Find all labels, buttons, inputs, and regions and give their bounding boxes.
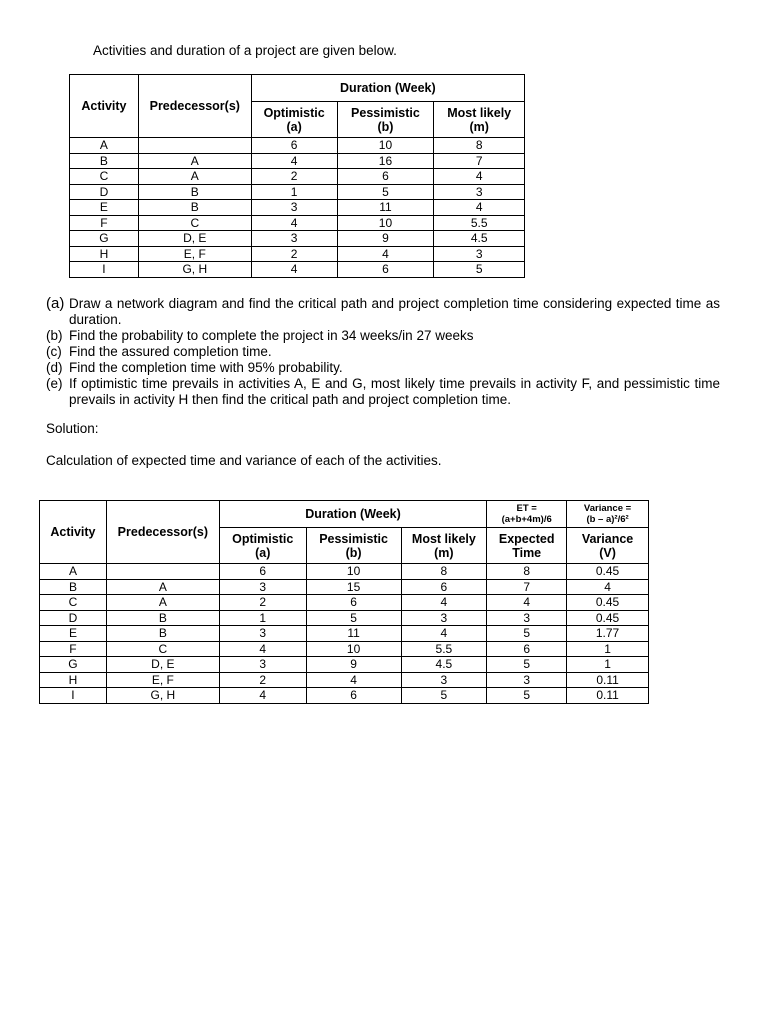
optimistic-cell: 4	[219, 688, 306, 704]
pessimistic-cell: 4	[337, 246, 434, 262]
most-likely-cell: 4	[401, 626, 487, 642]
table-row	[70, 200, 525, 216]
optimistic-cell: 4	[251, 153, 337, 169]
most-likely-cell: 3	[401, 672, 487, 688]
question-item	[46, 344, 720, 360]
predecessor-cell: D, E	[138, 231, 251, 247]
header-duration: Duration (Week)	[251, 75, 524, 102]
duration-table	[69, 74, 525, 278]
pessimistic-cell: 16	[337, 153, 434, 169]
variance-cell: 0.45	[567, 564, 649, 580]
most-likely-cell: 4	[401, 595, 487, 611]
pessimistic-cell: 5	[337, 184, 434, 200]
pessimistic-cell: 11	[306, 626, 401, 642]
question-list	[46, 296, 720, 408]
header-predecessors: Predecessor(s)	[138, 75, 251, 138]
question-item	[46, 360, 720, 376]
most-likely-cell: 3	[434, 184, 525, 200]
predecessor-cell: B	[106, 626, 219, 642]
expected-time-cell: 8	[487, 564, 567, 580]
predecessor-cell: A	[138, 153, 251, 169]
question-item	[46, 376, 720, 408]
expected-time-cell: 5	[487, 657, 567, 673]
pessimistic-cell: 15	[306, 579, 401, 595]
table-row	[40, 672, 649, 688]
most-likely-cell: 4	[434, 169, 525, 185]
pessimistic-cell: 6	[337, 169, 434, 185]
pessimistic-cell: 6	[306, 688, 401, 704]
variance-cell: 0.45	[567, 610, 649, 626]
optimistic-cell: 4	[251, 215, 337, 231]
pessimistic-cell: 6	[337, 262, 434, 278]
predecessor-cell	[106, 564, 219, 580]
most-likely-cell: 5.5	[434, 215, 525, 231]
activity-cell: G	[40, 657, 107, 673]
predecessor-cell: E, F	[138, 246, 251, 262]
header-optimistic: Optimistic (a)	[251, 102, 337, 138]
solution-label: Solution:	[46, 421, 99, 436]
activity-cell: B	[40, 579, 107, 595]
variance-cell: 0.11	[567, 688, 649, 704]
optimistic-cell: 3	[219, 657, 306, 673]
question-label: (e)	[46, 376, 63, 391]
question-text: Find the completion time with 95% probability.	[69, 360, 343, 375]
header-variance: Variance (V)	[567, 528, 649, 564]
header-expected-time: Expected Time	[487, 528, 567, 564]
header-optimistic: Optimistic (a)	[219, 528, 306, 564]
activity-cell: H	[40, 672, 107, 688]
expected-time-cell: 3	[487, 610, 567, 626]
optimistic-cell: 3	[219, 626, 306, 642]
table-row	[70, 138, 525, 154]
variance-cell: 1	[567, 641, 649, 657]
most-likely-cell: 5	[434, 262, 525, 278]
pessimistic-cell: 5	[306, 610, 401, 626]
activity-cell: D	[70, 184, 139, 200]
question-text: If optimistic time prevails in activities A, E and G, most likely time prevails in activity F, and pessimistic time prevails in activity H then find the critical path and project completion time.	[69, 376, 720, 407]
header-pessimistic: Pessimistic (b)	[306, 528, 401, 564]
optimistic-cell: 6	[251, 138, 337, 154]
predecessor-cell: C	[106, 641, 219, 657]
header-activity: Activity	[40, 501, 107, 564]
optimistic-cell: 4	[219, 641, 306, 657]
pessimistic-cell: 11	[337, 200, 434, 216]
header-variance-formula: Variance = (b – a)²/6²	[567, 501, 649, 528]
optimistic-cell: 3	[251, 200, 337, 216]
activity-cell: E	[70, 200, 139, 216]
expected-time-cell: 5	[487, 688, 567, 704]
header-most-likely: Most likely (m)	[401, 528, 487, 564]
variance-cell: 0.11	[567, 672, 649, 688]
optimistic-cell: 2	[251, 246, 337, 262]
predecessor-cell	[138, 138, 251, 154]
predecessor-cell: C	[138, 215, 251, 231]
expected-time-cell: 4	[487, 595, 567, 611]
optimistic-cell: 4	[251, 262, 337, 278]
question-text: Find the assured completion time.	[69, 344, 272, 359]
pessimistic-cell: 9	[306, 657, 401, 673]
question-label: (d)	[46, 360, 63, 375]
pessimistic-cell: 10	[337, 138, 434, 154]
activity-cell: F	[70, 215, 139, 231]
table-row	[40, 688, 649, 704]
predecessor-cell: D, E	[106, 657, 219, 673]
table-row	[40, 579, 649, 595]
header-pessimistic: Pessimistic (b)	[337, 102, 434, 138]
most-likely-cell: 4	[434, 200, 525, 216]
activity-cell: A	[70, 138, 139, 154]
predecessor-cell: E, F	[106, 672, 219, 688]
predecessor-cell: A	[138, 169, 251, 185]
activity-cell: A	[40, 564, 107, 580]
header-et-formula: ET = (a+b+4m)/6	[487, 501, 567, 528]
predecessor-cell: G, H	[138, 262, 251, 278]
question-label: (b)	[46, 328, 63, 343]
most-likely-cell: 4.5	[401, 657, 487, 673]
predecessor-cell: G, H	[106, 688, 219, 704]
activity-cell: D	[40, 610, 107, 626]
question-label: (a)	[46, 295, 65, 312]
question-item	[46, 296, 720, 328]
table-row	[70, 246, 525, 262]
table-row	[40, 610, 649, 626]
variance-cell: 4	[567, 579, 649, 595]
table-row	[70, 231, 525, 247]
optimistic-cell: 3	[251, 231, 337, 247]
optimistic-cell: 2	[219, 672, 306, 688]
table-row	[40, 595, 649, 611]
activity-cell: F	[40, 641, 107, 657]
question-text: Draw a network diagram and find the critical path and project completion time considering expected time as duration.	[69, 296, 720, 327]
activity-cell: I	[40, 688, 107, 704]
header-activity: Activity	[70, 75, 139, 138]
table-row	[40, 657, 649, 673]
question-label: (c)	[46, 344, 62, 359]
variance-cell: 1.77	[567, 626, 649, 642]
table-row	[70, 169, 525, 185]
pessimistic-cell: 10	[306, 564, 401, 580]
most-likely-cell: 3	[434, 246, 525, 262]
expected-time-table	[39, 500, 649, 704]
most-likely-cell: 3	[401, 610, 487, 626]
most-likely-cell: 5	[401, 688, 487, 704]
activity-cell: B	[70, 153, 139, 169]
table-row	[70, 215, 525, 231]
intro-text: Activities and duration of a project are given below.	[93, 43, 397, 58]
most-likely-cell: 5.5	[401, 641, 487, 657]
variance-cell: 0.45	[567, 595, 649, 611]
predecessor-cell: A	[106, 579, 219, 595]
most-likely-cell: 4.5	[434, 231, 525, 247]
pessimistic-cell: 9	[337, 231, 434, 247]
calculation-text: Calculation of expected time and variance of each of the activities.	[46, 453, 442, 468]
pessimistic-cell: 10	[306, 641, 401, 657]
optimistic-cell: 3	[219, 579, 306, 595]
predecessor-cell: A	[106, 595, 219, 611]
predecessor-cell: B	[106, 610, 219, 626]
optimistic-cell: 2	[219, 595, 306, 611]
header-predecessors: Predecessor(s)	[106, 501, 219, 564]
expected-time-cell: 3	[487, 672, 567, 688]
optimistic-cell: 1	[219, 610, 306, 626]
question-text: Find the probability to complete the project in 34 weeks/in 27 weeks	[69, 328, 474, 343]
most-likely-cell: 6	[401, 579, 487, 595]
pessimistic-cell: 10	[337, 215, 434, 231]
variance-cell: 1	[567, 657, 649, 673]
expected-time-cell: 5	[487, 626, 567, 642]
table-row	[70, 153, 525, 169]
activity-cell: H	[70, 246, 139, 262]
activity-cell: E	[40, 626, 107, 642]
table-row	[70, 184, 525, 200]
optimistic-cell: 1	[251, 184, 337, 200]
activity-cell: I	[70, 262, 139, 278]
header-duration: Duration (Week)	[219, 501, 486, 528]
predecessor-cell: B	[138, 184, 251, 200]
question-item	[46, 328, 720, 344]
pessimistic-cell: 4	[306, 672, 401, 688]
predecessor-cell: B	[138, 200, 251, 216]
header-most-likely: Most likely (m)	[434, 102, 525, 138]
most-likely-cell: 7	[434, 153, 525, 169]
activity-cell: G	[70, 231, 139, 247]
activity-cell: C	[40, 595, 107, 611]
optimistic-cell: 2	[251, 169, 337, 185]
activity-cell: C	[70, 169, 139, 185]
expected-time-cell: 6	[487, 641, 567, 657]
most-likely-cell: 8	[434, 138, 525, 154]
most-likely-cell: 8	[401, 564, 487, 580]
table-row	[40, 564, 649, 580]
table-row	[40, 626, 649, 642]
optimistic-cell: 6	[219, 564, 306, 580]
expected-time-cell: 7	[487, 579, 567, 595]
table-row	[40, 641, 649, 657]
table-row	[70, 262, 525, 278]
pessimistic-cell: 6	[306, 595, 401, 611]
